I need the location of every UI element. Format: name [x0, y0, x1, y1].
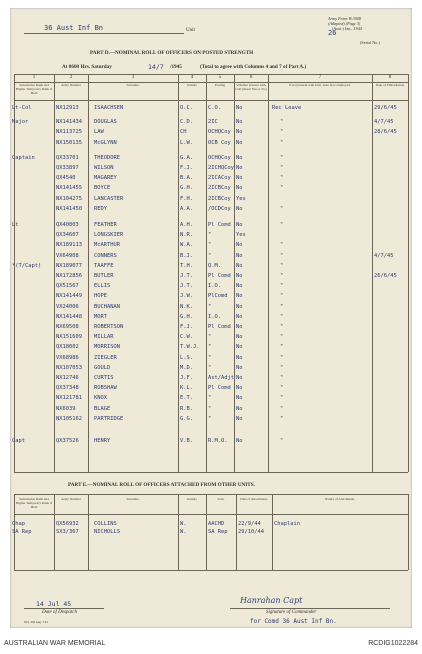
part-d-cell-employed: " [280, 283, 284, 290]
part-d-cell-employed: " [280, 334, 284, 341]
part-d-cell-rank: Major [12, 119, 29, 126]
part-d-cell-name: ZIEGLER [94, 354, 117, 361]
part-d-cell-name: REDY [94, 205, 107, 212]
part-d-cell-present: No [236, 205, 243, 212]
part-d-cell-employed: " [280, 222, 284, 228]
part-e-cell-unit: SA Rep [208, 529, 228, 535]
part-d-cell-date: 28/6/45 [374, 129, 397, 136]
part-d-cell-present: No [236, 273, 243, 279]
part-d-cell-employed: " [280, 375, 284, 381]
part-d-cell-post: " [208, 354, 212, 361]
part-d-cell-init: F.J. [180, 165, 193, 171]
part-d-cell-post: 2ICHQCoy [208, 165, 234, 171]
part-d-cell-employed: " [280, 354, 284, 361]
part-d-cell-present: No [236, 129, 243, 136]
part-d-cell-init: L.W. [180, 139, 193, 146]
part-d-cell-employed: " [280, 438, 284, 444]
part-d-cell-post: Pl Comd [208, 273, 231, 279]
part-d-cell-post: " [208, 364, 212, 371]
part-d-cell-present: No [236, 105, 243, 111]
part-d-cell-init: T.H. [180, 262, 193, 269]
part-d-cell-name: MORT [94, 313, 107, 320]
part-d-cell-num: NX12746 [56, 375, 79, 381]
part-d-cell-post: Pl Comd [208, 385, 231, 392]
part-d-cell-init: F.H. [180, 195, 193, 202]
part-e-cell-init: W. [180, 521, 187, 527]
part-d-cell-present: No [236, 175, 243, 182]
part-d-cell-employed: " [280, 205, 284, 212]
part-d-col-header: Army Number [61, 83, 81, 87]
part-d-cell-employed: " [280, 293, 284, 300]
part-d-cell-init: R.B. [180, 405, 193, 412]
part-d-cell-employed: " [280, 262, 284, 269]
part-d-cell-name: ROBERTSON [94, 324, 124, 330]
part-d-cell-init: K.L. [180, 385, 193, 392]
part-d-cell-present: No [236, 364, 243, 371]
part-d-title: PART D.—NOMINAL ROLL OF OFFICERS ON POSTED STRENGTH [90, 50, 254, 56]
part-e-cell-rank: Chap [12, 521, 25, 527]
part-d-cell-present: No [236, 334, 243, 341]
part-d-cell-name: CURTIS [94, 375, 114, 381]
part-d-cell-init: L.S. [180, 354, 193, 361]
part-d-cell-post: " [208, 344, 212, 351]
part-e-row [10, 520, 412, 528]
part-d-cell-name: BUCHANAN [94, 303, 120, 310]
part-d-col-number: 1 [32, 75, 36, 80]
part-d-cell-name: BLAGE [94, 405, 111, 412]
part-e-col-header: Initials [187, 497, 197, 501]
part-d-col-header: Date of Embarkation [375, 83, 405, 87]
form-date: (Aust.) Jan., 1944 [332, 26, 362, 31]
part-d-col-header: Whether present with Unit (Insert Yes or No) [235, 83, 267, 91]
part-d-col-number: 6 [249, 75, 253, 80]
part-d-cell-num: VX68986 [56, 354, 79, 361]
part-d-cell-init: N.K. [180, 303, 193, 310]
part-d-cell-present: No [236, 252, 243, 259]
part-d-cell-present: No [236, 262, 243, 269]
part-d-cell-present: No [236, 405, 243, 412]
part-d-cell-employed: Rec Leave [272, 105, 302, 111]
part-d-cell-post: " [208, 405, 212, 412]
part-d-cell-post: " [208, 334, 212, 341]
part-d-subtitle-a: At 0600 Hrs. Saturday [62, 64, 112, 70]
part-d-cell-name: PARTRIDGE [94, 415, 124, 422]
part-d-cell-init: O.C. [180, 105, 193, 111]
part-d-cell-name: LANCASTER [94, 195, 124, 202]
serial-typed: 26 [328, 29, 337, 37]
part-d-cell-num: QX51567 [56, 283, 79, 290]
part-d-cell-init: A.A. [180, 205, 193, 212]
part-d-cell-rank: Lt [12, 222, 19, 228]
despatch-date-typed: 14 Jul 45 [36, 600, 72, 608]
part-e-col-header: Substantive Rank and Higher Temporary Rank if Held [16, 497, 52, 509]
part-d-cell-present: No [236, 185, 243, 192]
part-d-cell-name: MORRISON [94, 344, 120, 351]
part-d-cell-post: R.M.O. [208, 438, 228, 444]
part-d-cell-num: NX172856 [56, 273, 82, 279]
part-d-cell-name: LONGSKIER [94, 232, 124, 239]
part-e-cell-num: QX56932 [56, 521, 79, 527]
part-d-cell-employed: " [280, 129, 284, 136]
part-d-cell-employed: " [280, 139, 284, 146]
part-d-cell-num: NX107053 [56, 364, 82, 371]
part-d-cell-post: Pl Comd [208, 324, 231, 330]
part-d-cell-rank: *(T/Capt) [12, 262, 42, 269]
part-d-cell-present: No [236, 139, 243, 146]
part-e-row [10, 528, 412, 536]
part-d-cell-init: A.H. [180, 222, 193, 228]
part-d-cell-present: No [236, 283, 243, 290]
part-d-col-header: Posting [214, 83, 226, 87]
unit-label: Unit [186, 28, 195, 33]
part-e-col-header: Surname. [126, 497, 140, 501]
part-d-cell-name: TAAFFE [94, 262, 114, 269]
part-d-cell-post: 2ICBCoy [208, 185, 231, 192]
part-d-cell-name: LAW [94, 129, 104, 136]
part-d-cell-name: ELLIS [94, 283, 111, 290]
part-e-cell-name: COLLINS [94, 521, 117, 527]
part-d-col-number: 4 [190, 75, 194, 80]
part-d-cell-date: 4/7/45 [374, 252, 394, 259]
part-d-cell-init: C.W. [180, 334, 193, 341]
part-d-cell-employed: " [280, 273, 284, 279]
serial-label: (Serial No.) [360, 40, 380, 45]
part-d-cell-num: NX6039 [56, 405, 76, 412]
part-d-cell-name: HOPE [94, 293, 107, 300]
part-d-cell-rank: Captain [12, 154, 35, 161]
part-d-cell-name: HENRY [94, 438, 111, 444]
part-d-cell-name: CONNERS [94, 252, 117, 259]
part-d-cell-employed: " [280, 185, 284, 192]
part-d-cell-init: J.W. [180, 293, 193, 300]
part-e-col-header: Unit. [217, 497, 225, 501]
part-d-cell-name: KNOX [94, 395, 107, 402]
part-d-cell-num: NX105162 [56, 415, 82, 422]
part-e-col-header: Army Number [61, 497, 81, 501]
part-d-cell-name: BUTLER [94, 273, 114, 279]
part-d-cell-present: No [236, 313, 243, 320]
part-d-cell-num: QX33701 [56, 154, 79, 161]
part-d-cell-name: THEODORE [94, 154, 120, 161]
part-d-cell-num: NX12913 [56, 105, 79, 111]
part-d-cell-post: /OCDCoy [208, 205, 231, 212]
part-d-cell-name: MILLAR [94, 334, 114, 341]
part-d-cell-present: No [236, 154, 243, 161]
part-d-cell-num: VX64908 [56, 252, 79, 259]
part-d-cell-date: 4/7/45 [374, 119, 394, 126]
part-d-cell-init: J.T. [180, 273, 193, 279]
part-d-cell-name: McARTHUR [94, 242, 120, 249]
part-d-cell-init: V.B. [180, 438, 193, 444]
part-d-cell-num: NX189077 [56, 262, 82, 269]
part-d-cell-post: " [208, 242, 212, 249]
part-e-cell-unit: AACHD [208, 521, 225, 527]
part-e-cell-init: W. [180, 529, 187, 535]
part-d-col-number: 5 [218, 75, 222, 80]
part-d-year: /1945 [170, 64, 182, 70]
part-d-cell-init: G.H. [180, 313, 193, 320]
unit-typed: 36 Aust Inf Bn [44, 24, 104, 32]
part-d-cell-post: " [208, 395, 212, 402]
part-d-cell-name: DOUGLAS [94, 119, 117, 126]
part-d-cell-employed: " [280, 252, 284, 259]
part-d-cell-num: NX189113 [56, 242, 82, 249]
part-e-col-header: Date of Attachment. [240, 497, 268, 501]
part-d-cell-present: No [236, 354, 243, 361]
part-d-cell-num: QX33897 [56, 165, 79, 171]
part-d-col-number: 2 [69, 75, 73, 80]
part-d-cell-name: GOULD [94, 364, 111, 371]
part-d-cell-present: No [236, 385, 243, 392]
part-d-cell-num: NX121781 [56, 395, 82, 402]
part-d-cell-date: 29/6/45 [374, 105, 397, 111]
part-d-cell-employed: " [280, 415, 284, 422]
part-d-cell-present: No [236, 324, 243, 330]
part-d-col-header: Initials [187, 83, 197, 87]
part-d-cell-num: NX141449 [56, 293, 82, 300]
part-d-cell-post: Q.M. [208, 262, 221, 269]
part-d-cell-num: NX150135 [56, 139, 82, 146]
part-e-cell-nature: Chaplain [274, 521, 300, 527]
part-d-cell-post: Ast/Adjt [208, 375, 234, 381]
part-d-cell-init: G.G. [180, 415, 193, 422]
part-d-cell-name: McGLYNN [94, 139, 117, 146]
part-d-cell-employed: " [280, 175, 284, 182]
part-d-cell-name: MAGAREY [94, 175, 117, 182]
for-comd-line: for Comd 36 Aust Inf Bn. [250, 618, 337, 625]
part-d-cell-num: QX40803 [56, 222, 79, 228]
part-d-cell-num: NX141448 [56, 313, 82, 320]
part-e-cell-name: NICHOLLS [94, 529, 120, 535]
part-e-cell-date: 22/9/44 [238, 521, 261, 527]
part-d-cell-init: T.W.J. [180, 344, 200, 351]
part-d-cell-post: C.O. [208, 105, 221, 111]
part-d-cell-num: NX104275 [56, 195, 82, 202]
part-d-cell-init: J.F. [180, 375, 193, 381]
part-d-cell-num: NX113725 [56, 129, 82, 136]
part-d-cell-employed: " [280, 364, 284, 371]
form-sheet [10, 8, 412, 628]
part-d-cell-post: 2ICBCoy [208, 195, 231, 202]
part-d-cell-post: OCHQCoy [208, 154, 231, 161]
part-d-cell-employed: " [280, 324, 284, 330]
part-d-cell-post: Pl Comd [208, 222, 231, 228]
part-d-cell-employed: " [280, 303, 284, 310]
part-e-cell-rank: SA Rep [12, 529, 32, 535]
part-d-cell-employed: " [280, 405, 284, 412]
part-d-cell-employed: " [280, 344, 284, 351]
part-d-cell-employed: " [280, 119, 284, 126]
form-adapted: (Adapted) (Page 3) [328, 21, 361, 26]
part-d-cell-post: OCHQCoy [208, 129, 231, 136]
part-d-cell-num: QX37348 [56, 385, 79, 392]
part-d-cell-init: F.J. [180, 324, 193, 330]
part-d-cell-rank: Capt [12, 438, 25, 444]
part-d-cell-post: I.O. [208, 283, 221, 290]
part-d-cell-present: No [236, 242, 243, 249]
part-d-cell-post: I.O. [208, 313, 221, 320]
part-d-cell-post: " [208, 252, 212, 259]
part-d-cell-employed: " [280, 313, 284, 320]
part-d-cell-present: No [236, 119, 243, 126]
part-d-date: 14/7 [148, 63, 164, 71]
part-e-table [10, 8, 412, 628]
part-d-cell-employed: " [280, 385, 284, 392]
signature-label: Signature of Commander [266, 610, 317, 615]
archive-name: AUSTRALIAN WAR MEMORIAL [4, 640, 106, 647]
printer-mark: M.S. 264 Aug. 7.44 [24, 620, 48, 624]
part-d-cell-present: No [236, 438, 243, 444]
part-d-cell-present: Yes [236, 232, 246, 239]
part-d-cell-init: M.D. [180, 364, 193, 371]
part-d-cell-post: 2ICACoy [208, 175, 231, 182]
part-d-col-number: 3 [131, 75, 135, 80]
part-d-cell-employed: " [280, 165, 284, 171]
part-d-cell-post: " [208, 232, 212, 239]
part-d-cell-name: WILSON [94, 165, 114, 171]
part-d-cell-num: NX141450 [56, 205, 82, 212]
archive-id: RCDIG1022284 [368, 640, 418, 647]
part-d-cell-init: W.A. [180, 242, 193, 249]
part-d-cell-num: QX4540 [56, 175, 76, 182]
part-d-cell-post: OCB Coy [208, 139, 231, 146]
part-d-col-number: 7 [318, 75, 322, 80]
form-number: Army Form W.3008 [328, 16, 361, 21]
part-d-cell-present: No [236, 375, 243, 381]
part-d-subtitle-b: (Total to agree with Columns 4 and 7 of Part A.) [200, 64, 307, 70]
part-d-cell-init: G.A. [180, 154, 193, 161]
part-d-cell-date: 26/6/45 [374, 273, 397, 279]
part-d-cell-num: NX69508 [56, 324, 79, 330]
part-d-cell-num: QX34607 [56, 232, 79, 239]
part-d-cell-employed: " [280, 242, 284, 249]
part-d-cell-employed: " [280, 154, 284, 161]
part-d-cell-init: C.D. [180, 119, 193, 126]
part-d-cell-num: NX151609 [56, 334, 82, 341]
part-d-cell-init: CH [180, 129, 187, 136]
part-d-col-header: Substantive Rank and Higher Temporary Rank if Held [16, 83, 52, 95]
part-e-title: PART E.—NOMINAL ROLL OF OFFICERS ATTACHED FROM OTHER UNITS. [68, 482, 255, 488]
part-d-cell-present: No [236, 415, 243, 422]
part-e-cell-date: 29/10/44 [238, 529, 264, 535]
part-d-cell-init: J.T. [180, 283, 193, 290]
part-d-cell-init: G.H. [180, 185, 193, 192]
part-d-cell-present: No [236, 165, 243, 171]
part-d-cell-present: No [236, 395, 243, 402]
part-d-cell-present: No [236, 222, 243, 228]
part-d-cell-name: BOYCE [94, 185, 111, 192]
commander-signature: Hanrahan Capt [240, 596, 303, 605]
part-d-col-header: Surname. [126, 83, 140, 87]
part-d-cell-init: B.J. [180, 252, 193, 259]
part-d-cell-num: QX18002 [56, 344, 79, 351]
part-d-cell-post: PlComd [208, 293, 228, 300]
part-d-cell-num: NX141434 [56, 119, 82, 126]
part-d-cell-employed: " [280, 395, 284, 402]
part-d-cell-post: 2IC [208, 119, 218, 126]
part-d-cell-init: E.T. [180, 395, 193, 402]
part-d-cell-rank: Lt-Col [12, 105, 32, 111]
despatch-label: Date of Despatch [42, 610, 77, 615]
part-e-col-header: Nature of Attachment. [324, 497, 356, 501]
part-d-cell-present: Yes [236, 195, 246, 202]
part-d-cell-name: ROBSHAW [94, 385, 117, 392]
part-d-cell-present: No [236, 293, 243, 300]
part-d-cell-num: VX24006 [56, 303, 79, 310]
part-d-cell-post: " [208, 415, 212, 422]
part-d-cell-init: B.A. [180, 175, 193, 182]
part-d-cell-name: ISAACHSEN [94, 105, 124, 111]
part-d-cell-name: FEATHER [94, 222, 117, 228]
part-d-cell-num: QX37526 [56, 438, 79, 444]
part-d-cell-present: No [236, 303, 243, 310]
part-d-col-header: If not present with Unit, state how employed. [289, 83, 351, 87]
part-d-cell-num: NX141455 [56, 185, 82, 192]
part-d-cell-present: No [236, 344, 243, 351]
part-d-cell-post: " [208, 303, 212, 310]
part-d-cell-init: N.R. [180, 232, 193, 239]
part-e-cell-num: SX3/367 [56, 529, 79, 535]
part-d-col-number: 8 [388, 75, 392, 80]
